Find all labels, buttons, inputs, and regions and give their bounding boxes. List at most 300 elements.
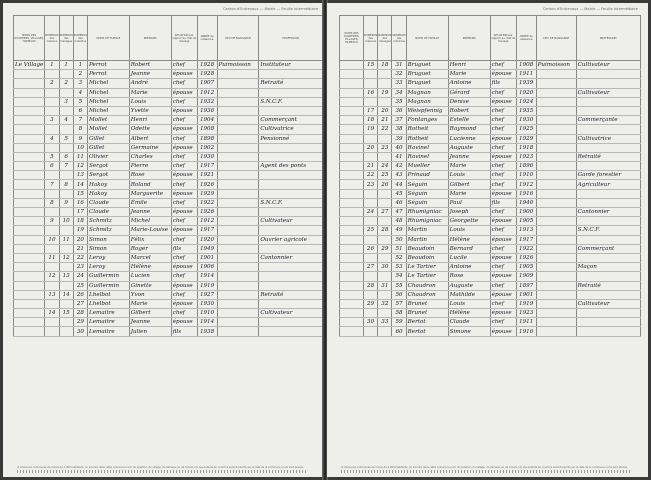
column-header-prenom: PRÉNOMS <box>448 16 490 61</box>
cell-situation: épouse <box>490 290 516 299</box>
cell-lieu <box>536 143 576 152</box>
cell-maison: 4 <box>45 134 59 143</box>
cell-situation: épouse <box>171 226 197 235</box>
cell-annee: 1911 <box>516 70 536 79</box>
cell-situation: chef <box>490 281 516 290</box>
table-row <box>340 217 641 226</box>
cell-menage: 20 <box>378 106 392 115</box>
cell-menage: 9 <box>59 198 73 207</box>
cell-nom: Rhumigniac <box>406 208 448 217</box>
cell-situation: épouse <box>171 281 197 290</box>
cell-annee: 1913 <box>516 226 536 235</box>
header-row <box>340 16 641 61</box>
column-header-prenom: PRÉNOMS <box>129 16 171 61</box>
cell-individu: 2 <box>73 70 87 79</box>
cell-annee: 1919 <box>197 281 217 290</box>
cell-menage <box>378 272 392 281</box>
cell-nom: Beaudoin <box>406 244 448 253</box>
cell-prenom: Roger <box>129 244 171 253</box>
cell-quartier <box>340 79 364 88</box>
cell-maison: 1 <box>45 61 59 70</box>
cell-prenom: Louis <box>448 171 490 180</box>
cell-profession <box>259 318 323 327</box>
cell-quartier <box>14 88 45 97</box>
cell-maison: 3 <box>45 116 59 125</box>
cell-situation: chef <box>171 162 197 171</box>
cell-profession: Cultivateur <box>259 217 323 226</box>
cell-menage <box>378 152 392 161</box>
footnote <box>17 466 307 473</box>
cell-individu: 50 <box>392 235 406 244</box>
table-row <box>14 171 323 180</box>
cell-annee: 1917 <box>516 235 536 244</box>
cell-quartier <box>14 244 45 253</box>
cell-individu: 48 <box>392 217 406 226</box>
cell-maison: 26 <box>364 244 378 253</box>
cell-individu: 6 <box>73 106 87 115</box>
table-body <box>14 61 323 337</box>
table-row <box>14 79 323 88</box>
cell-quartier <box>340 281 364 290</box>
cell-quartier <box>14 70 45 79</box>
cell-prenom: Henri <box>129 116 171 125</box>
table-row <box>340 253 641 262</box>
cell-nom: Sergot <box>88 171 130 180</box>
cell-menage <box>378 309 392 318</box>
cell-individu: 25 <box>73 281 87 290</box>
cell-menage: 7 <box>59 162 73 171</box>
cell-profession: S.N.C.F. <box>259 97 323 106</box>
cell-annee: 1920 <box>197 235 217 244</box>
cell-profession <box>576 327 640 336</box>
cell-menage <box>378 235 392 244</box>
cell-individu: 10 <box>73 143 87 152</box>
cell-annee: 1916 <box>516 327 536 336</box>
cell-situation: épouse <box>171 106 197 115</box>
cell-individu: 21 <box>73 244 87 253</box>
cell-individu: 33 <box>392 79 406 88</box>
cell-individu: 38 <box>392 125 406 134</box>
table-row <box>340 226 641 235</box>
cell-quartier <box>14 290 45 299</box>
cell-individu: 12 <box>73 162 87 171</box>
cell-annee: 1927 <box>197 290 217 299</box>
cell-prenom: Marie <box>448 70 490 79</box>
cell-maison <box>45 281 59 290</box>
cell-situation: chef <box>490 171 516 180</box>
cell-annee: 1898 <box>197 134 217 143</box>
cell-profession <box>259 272 323 281</box>
cell-nom: Guillermin <box>88 281 130 290</box>
cell-lieu <box>217 143 259 152</box>
cell-situation: chef <box>490 263 516 272</box>
cell-maison <box>364 97 378 106</box>
cell-annee: 1917 <box>197 226 217 235</box>
cell-profession <box>259 171 323 180</box>
cell-quartier <box>14 97 45 106</box>
cell-prenom: Lucienne <box>448 134 490 143</box>
table-row <box>14 70 323 79</box>
table-row <box>14 134 323 143</box>
cell-quartier <box>340 235 364 244</box>
cell-nom: Martin <box>406 226 448 235</box>
cell-lieu <box>536 198 576 207</box>
page-header: Canton d'Entrevaux — Mairie — Feuille intermédiaire <box>223 7 319 11</box>
table-row <box>340 152 641 161</box>
cell-individu: 5 <box>73 97 87 106</box>
cell-maison: 28 <box>364 281 378 290</box>
cell-quartier <box>14 189 45 198</box>
cell-prenom: Auguste <box>448 281 490 290</box>
cell-maison: 13 <box>45 290 59 299</box>
cell-annee: 1922 <box>516 244 536 253</box>
cell-maison <box>45 244 59 253</box>
cell-profession: Ouvrier agricole <box>259 235 323 244</box>
cell-situation: chef <box>490 88 516 97</box>
cell-quartier <box>14 125 45 134</box>
cell-individu: 19 <box>73 226 87 235</box>
cell-prenom: Denise <box>448 97 490 106</box>
cell-menage <box>59 318 73 327</box>
table-row <box>340 309 641 318</box>
cell-individu: 54 <box>392 272 406 281</box>
table-row <box>340 208 641 217</box>
cell-maison <box>45 189 59 198</box>
cell-nom: Michel <box>88 97 130 106</box>
cell-maison <box>364 189 378 198</box>
cell-lieu <box>536 171 576 180</box>
table-row <box>14 309 323 318</box>
cell-nom: Bruguet <box>406 79 448 88</box>
table-row <box>14 217 323 226</box>
table-row <box>340 116 641 125</box>
cell-situation: chef <box>171 290 197 299</box>
cell-lieu: Puimoisson <box>536 61 576 70</box>
table-row <box>14 106 323 115</box>
cell-maison: 19 <box>364 125 378 134</box>
table-row <box>14 226 323 235</box>
cell-nom: Claude <box>88 198 130 207</box>
cell-annee: 1921 <box>197 171 217 180</box>
cell-quartier <box>14 171 45 180</box>
cell-lieu <box>217 97 259 106</box>
cell-profession <box>259 143 323 152</box>
cell-nom: Weispfennig <box>406 106 448 115</box>
cell-nom: Bertot <box>406 318 448 327</box>
cell-prenom: Pierre <box>129 162 171 171</box>
cell-situation: épouse <box>490 134 516 143</box>
cell-lieu <box>217 134 259 143</box>
cell-quartier <box>340 152 364 161</box>
table-row <box>14 162 323 171</box>
cell-quartier <box>340 208 364 217</box>
cell-individu: 51 <box>392 244 406 253</box>
cell-annee: 1930 <box>516 116 536 125</box>
cell-annee: 1914 <box>197 272 217 281</box>
cell-quartier <box>14 106 45 115</box>
cell-quartier <box>340 162 364 171</box>
cell-profession: Maçon <box>576 263 640 272</box>
cell-lieu <box>217 272 259 281</box>
page-header: Canton d'Entrevaux — Mairie — Feuille intermédiaire <box>542 7 638 11</box>
cell-annee: 1924 <box>516 97 536 106</box>
cell-annee: 1935 <box>516 106 536 115</box>
table-row <box>340 61 641 70</box>
cell-situation: épouse <box>490 189 516 198</box>
cell-nom: Gillet <box>88 143 130 152</box>
cell-lieu <box>536 253 576 262</box>
table-row <box>14 125 323 134</box>
cell-maison <box>364 272 378 281</box>
cell-maison <box>45 88 59 97</box>
column-header-nom: NOMS DE FAMILLE <box>406 16 448 61</box>
cell-nom: Prinaud <box>406 171 448 180</box>
cell-nom: Le Tartier <box>406 263 448 272</box>
cell-individu: 46 <box>392 198 406 207</box>
cell-prenom: Lucien <box>129 272 171 281</box>
cell-situation: épouse <box>171 263 197 272</box>
cell-nom: Bruguet <box>406 61 448 70</box>
cell-menage: 3 <box>59 97 73 106</box>
cell-profession: Agent des ponts <box>259 162 323 171</box>
cell-individu: 15 <box>73 189 87 198</box>
cell-lieu <box>536 272 576 281</box>
cell-menage: 23 <box>378 143 392 152</box>
cell-maison: 9 <box>45 217 59 226</box>
cell-prenom: André <box>129 79 171 88</box>
cell-quartier <box>14 208 45 217</box>
cell-nom: Séguin <box>406 189 448 198</box>
cell-nom: Brunet <box>406 299 448 308</box>
cell-individu: 27 <box>73 299 87 308</box>
table-row <box>14 152 323 161</box>
cell-individu: 9 <box>73 134 87 143</box>
cell-individu: 8 <box>73 125 87 134</box>
cell-menage: 8 <box>59 180 73 189</box>
cell-lieu <box>536 309 576 318</box>
cell-menage: 12 <box>59 253 73 262</box>
table-row <box>14 61 323 70</box>
cell-profession <box>576 189 640 198</box>
cell-menage <box>59 299 73 308</box>
cell-prenom: Hélène <box>129 263 171 272</box>
cell-nom: Olivier <box>88 152 130 161</box>
cell-menage: 25 <box>378 171 392 180</box>
cell-maison: 14 <box>45 309 59 318</box>
cell-prenom: Bernard <box>448 244 490 253</box>
cell-prenom: Germaine <box>129 143 171 152</box>
table-row <box>340 272 641 281</box>
cell-menage: 30 <box>378 263 392 272</box>
cell-situation: épouse <box>490 253 516 262</box>
cell-nom: Simon <box>88 235 130 244</box>
cell-maison: 21 <box>364 162 378 171</box>
cell-profession <box>576 198 640 207</box>
table-row <box>340 189 641 198</box>
cell-nom: Rotheit <box>406 134 448 143</box>
right-page <box>327 3 648 477</box>
cell-individu: 29 <box>73 318 87 327</box>
cell-profession <box>576 318 640 327</box>
table-row <box>14 198 323 207</box>
table-row <box>14 189 323 198</box>
cell-situation: fils <box>171 327 197 336</box>
cell-individu: 37 <box>392 116 406 125</box>
table-row <box>340 125 641 134</box>
cell-maison: 24 <box>364 208 378 217</box>
table-row <box>340 299 641 308</box>
cell-annee: 1908 <box>197 125 217 134</box>
cell-maison <box>364 309 378 318</box>
cell-profession <box>259 88 323 97</box>
cell-maison <box>45 106 59 115</box>
cell-lieu <box>217 70 259 79</box>
cell-quartier <box>14 327 45 336</box>
cell-menage: 21 <box>378 116 392 125</box>
cell-maison <box>364 217 378 226</box>
cell-situation: chef <box>490 299 516 308</box>
cell-lieu <box>536 318 576 327</box>
cell-menage <box>59 189 73 198</box>
cell-situation: chef <box>171 309 197 318</box>
cell-situation: chef <box>171 134 197 143</box>
cell-prenom: Hélène <box>448 309 490 318</box>
cell-profession <box>576 235 640 244</box>
cell-quartier <box>14 152 45 161</box>
cell-situation: chef <box>490 180 516 189</box>
cell-profession: Pensionné <box>259 134 323 143</box>
cell-lieu <box>536 97 576 106</box>
cell-situation: chef <box>171 116 197 125</box>
table-row <box>14 116 323 125</box>
cell-individu: 7 <box>73 116 87 125</box>
cell-quartier <box>14 198 45 207</box>
cell-maison: 20 <box>364 143 378 152</box>
cell-nom: Ravinel <box>406 152 448 161</box>
cell-quartier <box>340 61 364 70</box>
cell-profession <box>576 97 640 106</box>
cell-menage: 33 <box>378 318 392 327</box>
cell-prenom: Paul <box>448 198 490 207</box>
cell-quartier <box>340 180 364 189</box>
cell-prenom: Joseph <box>448 208 490 217</box>
table-row <box>340 318 641 327</box>
cell-profession: Cultivateur <box>576 61 640 70</box>
cell-situation: chef <box>490 125 516 134</box>
cell-individu: 52 <box>392 253 406 262</box>
cell-nom: Bertot <box>406 327 448 336</box>
cell-menage <box>378 198 392 207</box>
cell-nom: Mollet <box>88 125 130 134</box>
cell-prenom: Julien <box>129 327 171 336</box>
cell-quartier: Le Village <box>15 62 44 69</box>
cell-individu: 40 <box>392 143 406 152</box>
cell-profession: Commerçant <box>259 116 323 125</box>
cell-menage: 5 <box>59 134 73 143</box>
cell-menage <box>59 244 73 253</box>
cell-profession: Cultivateur <box>576 299 640 308</box>
cell-prenom: Rose <box>129 171 171 180</box>
cell-nom: Lhelbot <box>88 299 130 308</box>
column-header-menage: NUMÉROS des ménages <box>378 16 392 61</box>
cell-annee: 1910 <box>197 309 217 318</box>
cell-individu: 20 <box>73 235 87 244</box>
cell-situation: épouse <box>171 70 197 79</box>
cell-quartier <box>340 198 364 207</box>
cell-situation: épouse <box>490 235 516 244</box>
cell-quartier <box>340 290 364 299</box>
cell-situation: épouse <box>490 70 516 79</box>
cell-lieu <box>217 217 259 226</box>
cell-profession <box>259 189 323 198</box>
cell-profession: Retraité <box>259 290 323 299</box>
cell-menage: 2 <box>59 79 73 88</box>
cell-situation: chef <box>490 143 516 152</box>
cell-situation: épouse <box>490 152 516 161</box>
cell-prenom: Claude <box>448 318 490 327</box>
cell-individu: 53 <box>392 263 406 272</box>
cell-annee: 1910 <box>516 171 536 180</box>
cell-menage <box>378 290 392 299</box>
cell-nom: Leroy <box>88 263 130 272</box>
cell-lieu <box>217 235 259 244</box>
cell-individu: 22 <box>73 253 87 262</box>
cell-nom: Sergot <box>88 162 130 171</box>
cell-annee: 1914 <box>197 318 217 327</box>
cell-nom: Schmitz <box>88 217 130 226</box>
cell-annee: 1926 <box>197 180 217 189</box>
cell-nom: Schmitz <box>88 226 130 235</box>
cell-situation: chef <box>171 152 197 161</box>
cell-prenom: Félix <box>129 235 171 244</box>
cell-quartier <box>14 217 45 226</box>
cell-nom: Magnan <box>406 97 448 106</box>
cell-nom: Chaudron <box>406 281 448 290</box>
cell-prenom: Gilbert <box>448 180 490 189</box>
cell-menage: 32 <box>378 299 392 308</box>
cell-nom: Chaudron <box>406 290 448 299</box>
cell-nom: Séguin <box>406 198 448 207</box>
cell-maison: 2 <box>45 79 59 88</box>
cell-annee: 1911 <box>516 318 536 327</box>
cell-individu: 13 <box>73 171 87 180</box>
cell-annee: 1901 <box>516 290 536 299</box>
cell-quartier <box>14 309 45 318</box>
cell-situation: épouse <box>490 309 516 318</box>
cell-profession <box>576 309 640 318</box>
cell-individu: 59 <box>392 318 406 327</box>
cell-annee: 1922 <box>197 198 217 207</box>
cell-annee: 1901 <box>197 253 217 262</box>
cell-profession <box>259 226 323 235</box>
cell-lieu <box>536 116 576 125</box>
cell-annee: 1904 <box>197 116 217 125</box>
column-header-maison: NUMÉROS des maisons <box>364 16 378 61</box>
cell-lieu <box>217 226 259 235</box>
cell-individu: 28 <box>73 309 87 318</box>
cell-maison <box>45 299 59 308</box>
cell-quartier <box>340 318 364 327</box>
table-row <box>340 235 641 244</box>
cell-situation: chef <box>171 253 197 262</box>
cell-menage <box>378 70 392 79</box>
cell-menage <box>59 171 73 180</box>
cell-prenom: Robert <box>448 106 490 115</box>
cell-prenom: Gilbert <box>129 309 171 318</box>
cell-prenom: Estelle <box>448 116 490 125</box>
cell-situation: épouse <box>171 171 197 180</box>
cell-nom: Séguin <box>406 180 448 189</box>
